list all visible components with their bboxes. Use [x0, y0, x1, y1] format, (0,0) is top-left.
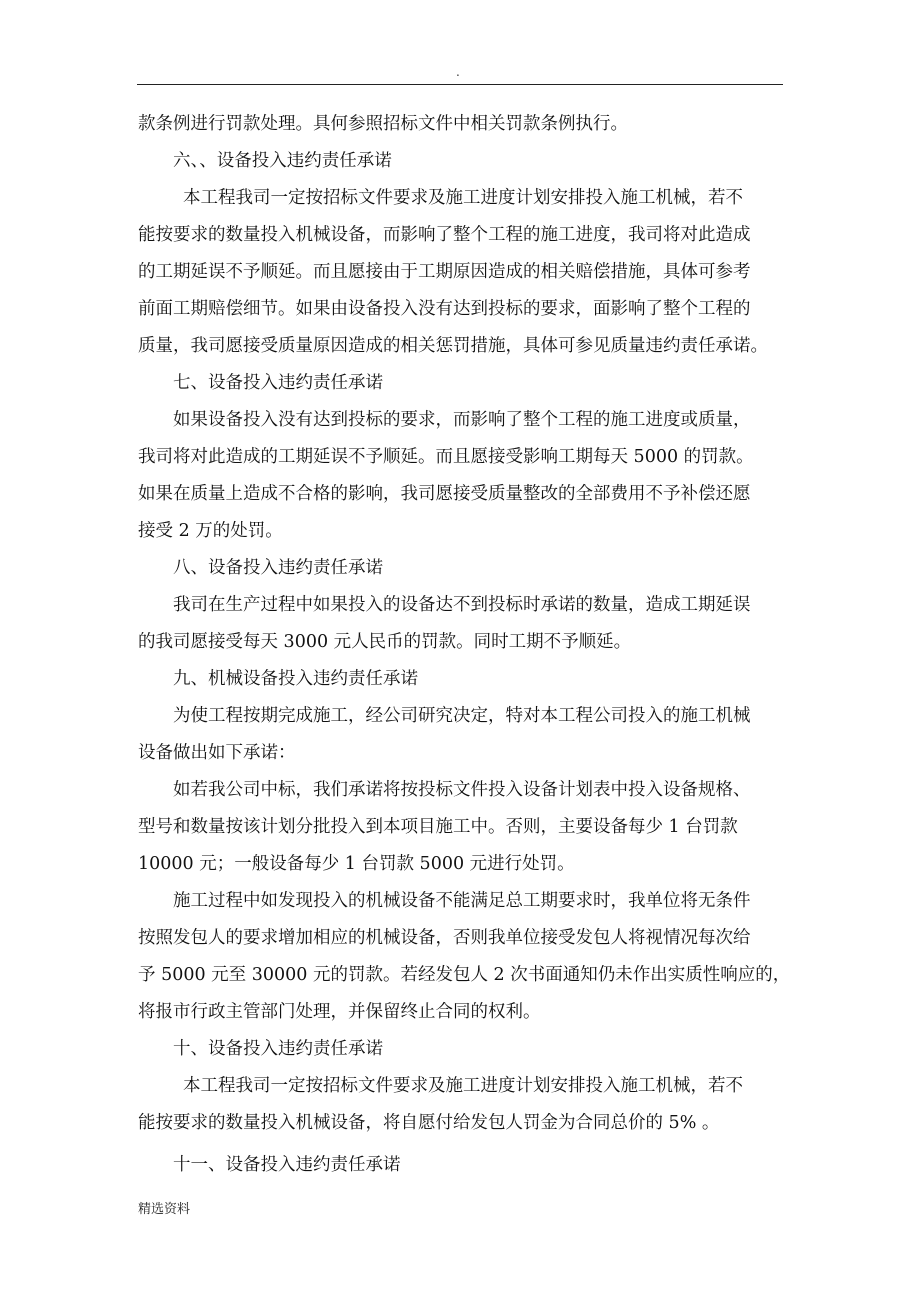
paragraph-line: 前面工期赔偿细节。如果由设备投入没有达到投标的要求，面影响了整个工程的	[138, 299, 751, 319]
paragraph-line: 款条例进行罚款处理。具何参照招标文件中相关罚款条例执行。	[138, 114, 628, 134]
paragraph-line: 的工期延误不予顺延。而且愿接由于工期原因造成的相关赔偿措施，具体可参考	[138, 262, 751, 282]
header-rule	[137, 84, 783, 85]
paragraph-line: 型号和数量按该计划分批投入到本项目施工中。否则，主要设备每少 1 台罚款	[138, 817, 738, 837]
paragraph-line: 施工过程中如发现投入的机械设备不能满足总工期要求时，我单位将无条件	[173, 891, 751, 911]
paragraph-line: 质量，我司愿接受质量原因造成的相关惩罚措施，具体可参见质量违约责任承诺。	[138, 336, 768, 356]
paragraph-line: 本工程我司一定按招标文件要求及施工进度计划安排投入施工机械，若不	[183, 1076, 743, 1096]
paragraph-line: 接受 2 万的处罚。	[138, 521, 283, 541]
document-body	[138, 111, 791, 1178]
paragraph-line: 为使工程按期完成施工，经公司研究决定，特对本工程公司投入的施工机械	[173, 706, 751, 726]
footer-label: 精选资料	[138, 1202, 191, 1217]
section-heading-9: 九、机械设备投入违约责任承诺	[173, 669, 418, 689]
paragraph-line: 将报市行政主管部门处理，并保留终止合同的权利。	[138, 1002, 541, 1022]
paragraph-line: 如若我公司中标，我们承诺将按投标文件投入设备计划表中投入设备规格、	[173, 780, 751, 800]
paragraph-line: 我司在生产过程中如果投入的设备达不到投标时承诺的数量，造成工期延误	[173, 595, 751, 615]
paragraph-line: 予 5000 元至 30000 元的罚款。若经发包人 2 次书面通知仍未作出实质性响应的，	[138, 965, 791, 985]
paragraph-line: 设备做出如下承诺：	[138, 743, 296, 763]
section-heading-10: 十、设备投入违约责任承诺	[173, 1039, 383, 1059]
paragraph-line: 如果设备投入没有达到投标的要求，而影响了整个工程的施工进度或质量，	[173, 410, 751, 430]
section-heading-6: 六、、设备投入违约责任承诺	[173, 151, 392, 171]
paragraph-line: 本工程我司一定按招标文件要求及施工进度计划安排投入施工机械，若不	[183, 188, 743, 208]
paragraph-line: 的我司愿接受每天 3000 元人民币的罚款。同时工期不予顺延。	[138, 632, 632, 652]
paragraph-line: 能按要求的数量投入机械设备，将自愿付给发包人罚金为合同总价的 5% 。	[138, 1113, 720, 1133]
paragraph-line: 按照发包人的要求增加相应的机械设备，否则我单位接受发包人将视情况每次给	[138, 928, 751, 948]
paragraph-line: 我司将对此造成的工期延误不予顺延。而且愿接受影响工期每天 5000 的罚款。	[138, 447, 754, 467]
section-heading-7: 七、设备投入违约责任承诺	[173, 373, 383, 393]
section-heading-8: 八、设备投入违约责任承诺	[173, 558, 383, 578]
paragraph-line: 10000 元；一般设备每少 1 台罚款 5000 元进行处罚。	[138, 854, 575, 874]
section-heading-11: 十一、设备投入违约责任承诺	[173, 1155, 401, 1175]
header-mark: .	[456, 65, 460, 79]
paragraph-line: 能按要求的数量投入机械设备，而影响了整个工程的施工进度，我司将对此造成	[138, 225, 751, 245]
paragraph-line: 如果在质量上造成不合格的影响，我司愿接受质量整改的全部费用不予补偿还愿	[138, 484, 751, 504]
